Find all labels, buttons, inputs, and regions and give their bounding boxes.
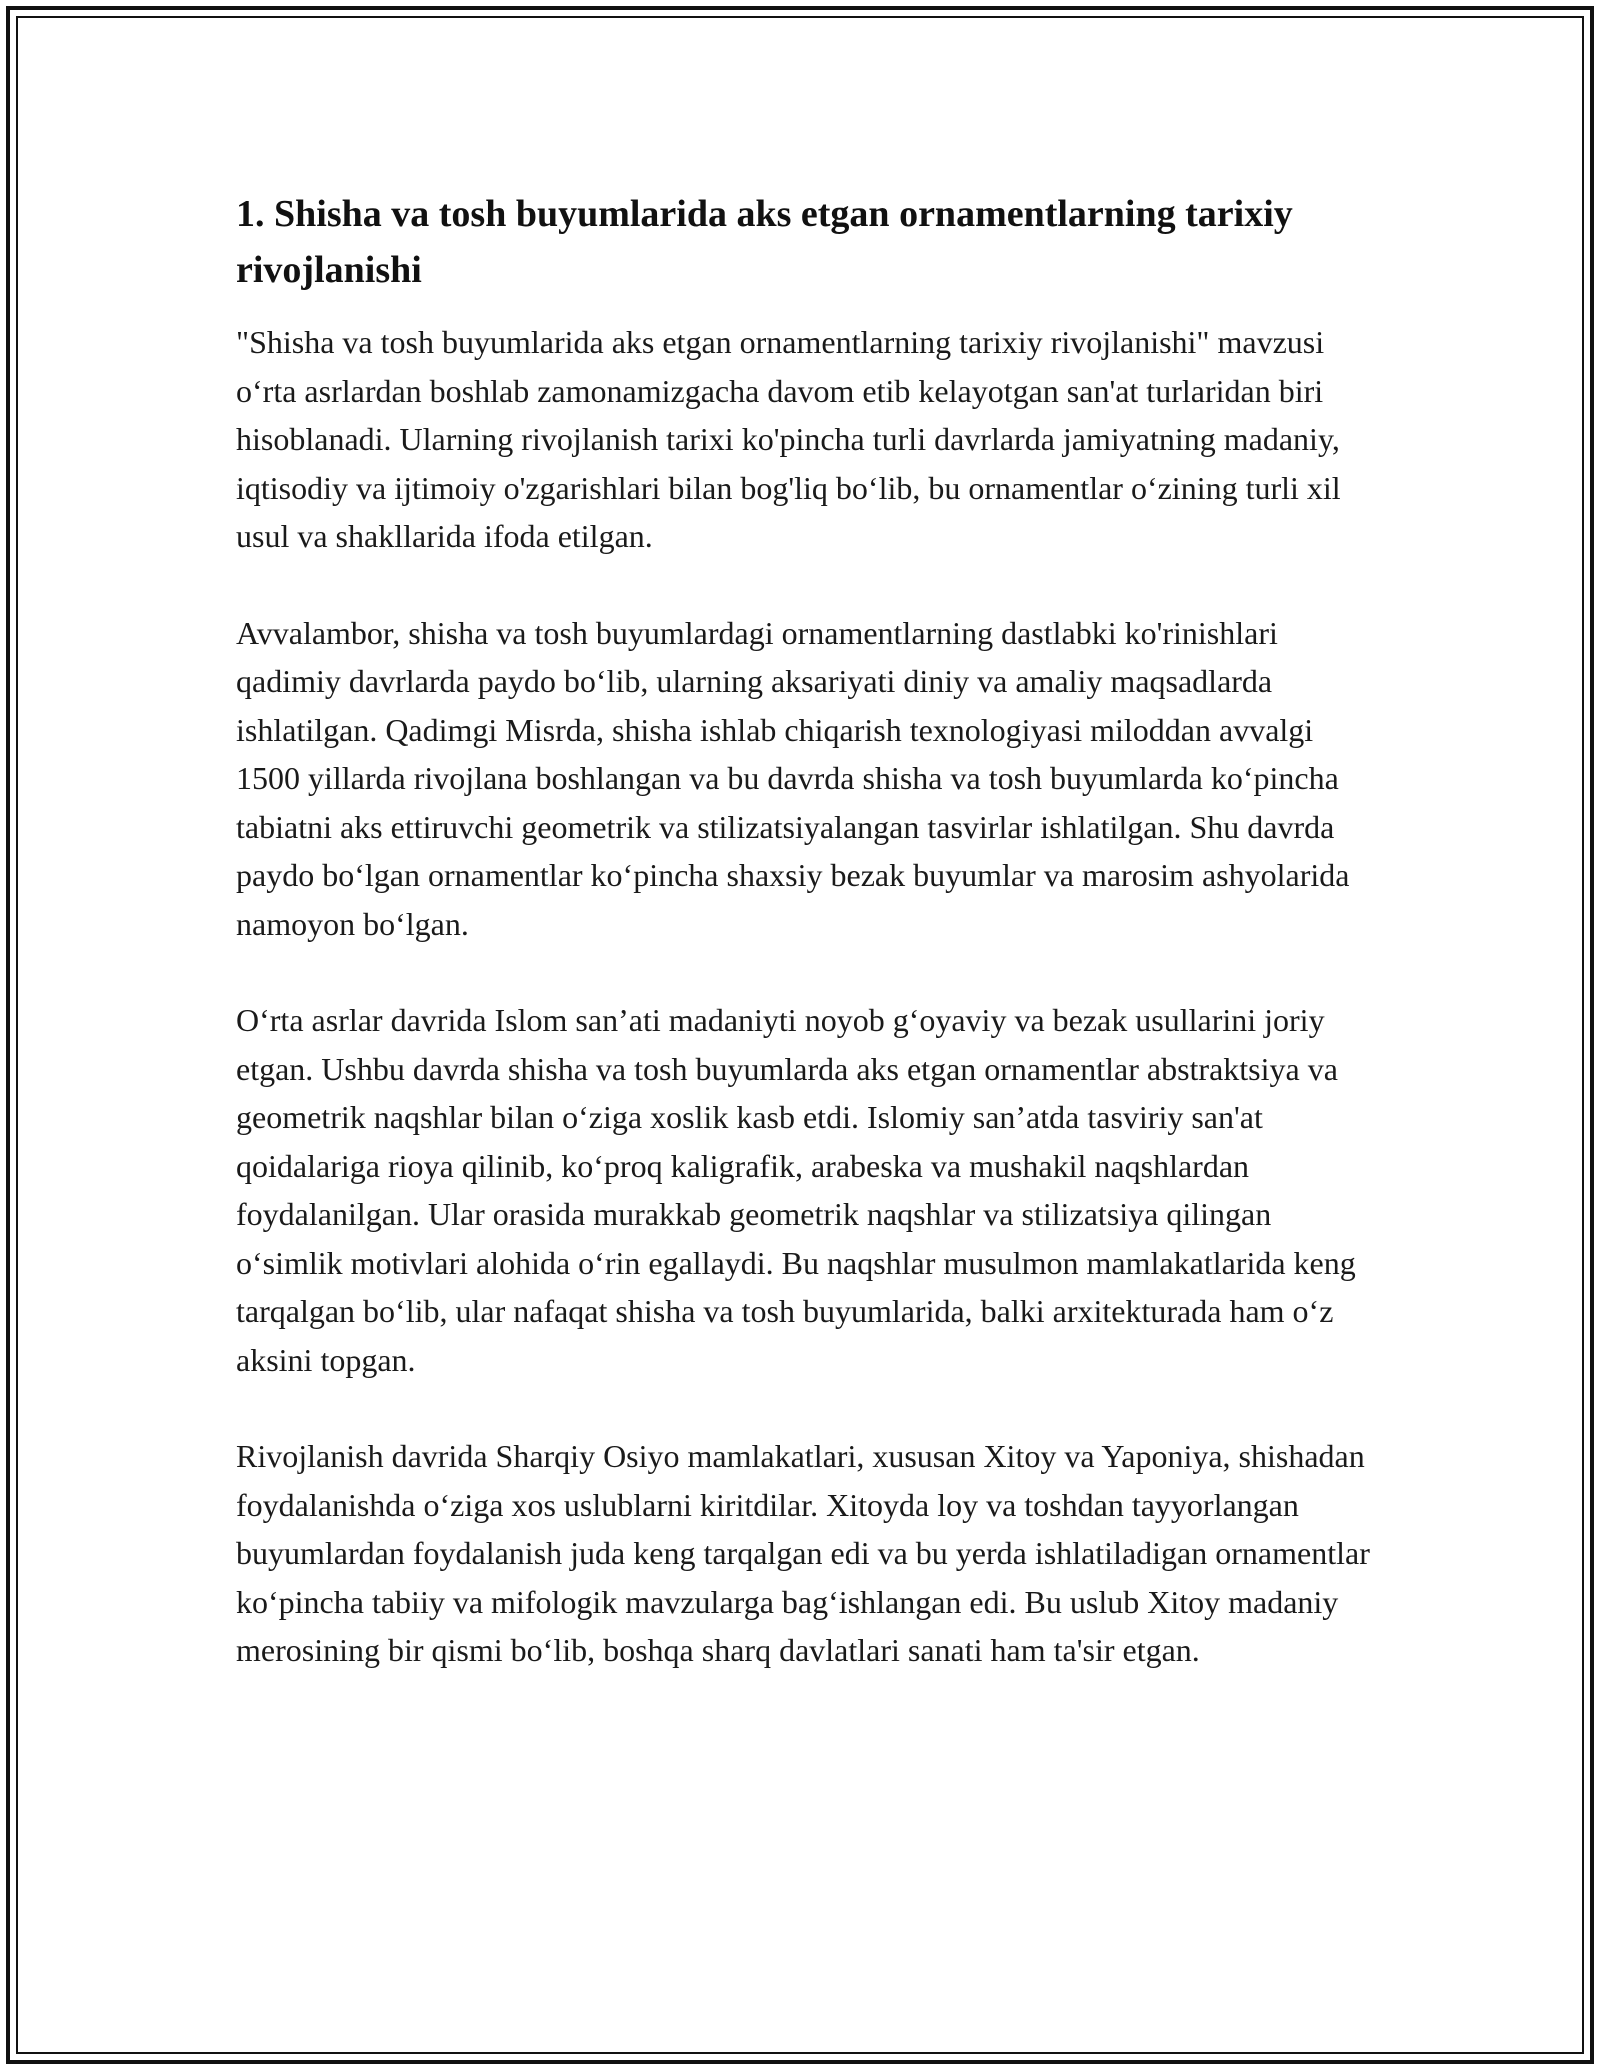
paragraph-east-asia: Rivojlanish davrida Sharqiy Osiyo mamlakatlari, xususan Xitoy va Yaponiya, shishadan foydalanishda o‘ziga xos uslublarni kiritdilar. Xitoyda loy va toshdan tayyorlangan buyumlardan foydalanish juda keng tarqalgan edi va bu yerda ishlatiladigan ornamentlar ko‘pincha tabiiy va mifologik mavzularga bag‘ishlangan edi. Bu uslub Xitoy madaniy merosining bir qismi bo‘lib, boshqa sharq davlatlari sanati ham ta'sir etgan.: [236, 1438, 1370, 1668]
paragraph-ancient-period: Avvalambor, shisha va tosh buyumlardagi ornamentlarning dastlabki ko'rinishlari qadimiy davrlarda paydo bo‘lib, ularning aksariyati diniy va amaliy maqsadlarda ishlatilgan. Qadimgi Misrda, shisha ishlab chiqarish texnologiyasi miloddan avvalgi 1500 yillarda rivojlana boshlangan va bu davrda shisha va tosh buyumlarda ko‘pincha tabiatni aks ettiruvchi geometrik va stilizatsiyalangan tasvirlar ishlatilgan. Shu davrda paydo bo‘lgan ornamentlar ko‘pincha shaxsiy bezak buyumlar va marosim ashyolarida namoyon bo‘lgan.: [236, 614, 1350, 942]
paragraph-intro: "Shisha va tosh buyumlarida aks etgan ornamentlarning tarixiy rivojlanishi" mavzusi o‘rta asrlardan boshlab zamonamizgacha davom etib kelayotgan san'at turlaridan biri hisoblanadi. Ularning rivojlanish tarixi ko'pincha turli davrlarda jamiyatning madaniy, iqtisodiy va ijtimoiy o'zgarishlari bilan bog'liq bo‘lib, bu ornamentlar o‘zining turli xil usul va shakllarida ifoda etilgan.: [236, 324, 1341, 554]
section-heading: 1. Shisha va tosh buyumlarida aks etgan ornamentlarning tarixiy rivojlanishi: [236, 193, 1293, 291]
paragraph-medieval-islamic: O‘rta asrlar davrida Islom san’ati madaniyti noyob g‘oyaviy va bezak usullarini joriy etgan. Ushbu davrda shisha va tosh buyumlarda aks etgan ornamentlar abstraktsiya va geometrik naqshlar bilan o‘ziga xoslik kasb etdi. Islomiy san’atda tasviriy san'at qoidalariga rioya qilinib, ko‘proq kaligrafik, arabeska va mushakil naqshlardan foydalanilgan. Ular orasida murakkab geometrik naqshlar va stilizatsiya qilingan o‘simlik motivlari alohida o‘rin egallaydi. Bu naqshlar musulmon mamlakatlarida keng tarqalgan bo‘lib, ular nafaqat shisha va tosh buyumlarida, balki arxitekturada ham o‘z aksini topgan.: [236, 1002, 1356, 1378]
document-body: [236, 186, 1376, 1723]
